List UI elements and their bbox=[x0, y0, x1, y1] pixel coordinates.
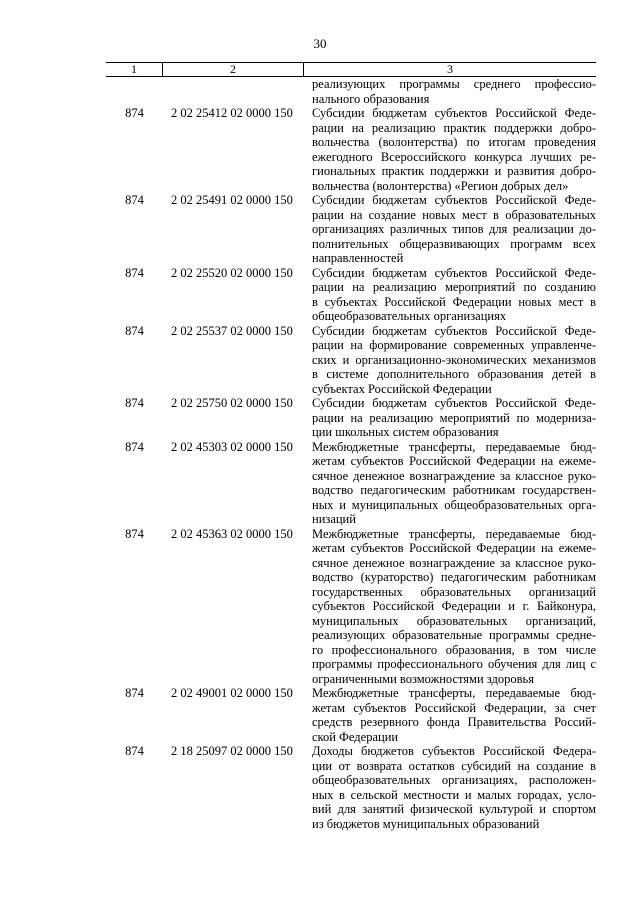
description-line: жетам субъектов Российской Федерации, за счет bbox=[312, 700, 596, 715]
description-cell bbox=[304, 106, 596, 193]
description-line: муниципальных образовательных организаций, bbox=[312, 613, 596, 628]
table-row bbox=[106, 77, 596, 106]
description-line: полнительных общеразвивающих программ всех bbox=[312, 236, 596, 251]
description-line: Субсидии бюджетам субъектов Российской Феде- bbox=[312, 193, 596, 207]
table-row bbox=[106, 440, 596, 527]
table-row bbox=[106, 106, 596, 193]
table-header bbox=[106, 62, 596, 77]
description-line: общеобразовательных организациях bbox=[312, 309, 507, 323]
description-line: ских и организационно-экономических механизмов bbox=[312, 352, 596, 367]
header-col-3: 3 bbox=[447, 62, 453, 76]
description-cell bbox=[304, 686, 596, 744]
admin-code-cell: 874 bbox=[125, 439, 144, 454]
description-cell bbox=[304, 77, 596, 106]
admin-code-cell: 874 bbox=[125, 193, 144, 207]
description-line: в субъектах Российской Федерации новых мест в bbox=[312, 294, 596, 309]
table-body bbox=[106, 77, 596, 831]
description-line: Доходы бюджетов субъектов Российской Федера- bbox=[312, 744, 596, 758]
description-line: жетам субъектов Российской Федерации на ежеме- bbox=[312, 454, 596, 468]
table-row bbox=[106, 527, 596, 687]
description-line: низаций bbox=[312, 512, 356, 526]
description-cell bbox=[304, 396, 596, 440]
description-line: вольчества (волонтерства) «Регион добрых дел» bbox=[312, 178, 569, 193]
description-line: рации на создание новых мест в образовательных bbox=[312, 207, 596, 222]
description-line: ции школьных систем образования bbox=[312, 425, 499, 439]
budget-code-cell: 2 02 25537 02 0000 150 bbox=[171, 323, 293, 338]
budget-code-cell: 2 02 25412 02 0000 150 bbox=[171, 106, 293, 120]
description-line: ных и муниципальных общеобразовательных орга- bbox=[312, 497, 596, 512]
description-line: субъектах Российской Федерации bbox=[312, 381, 492, 396]
budget-code-cell: 2 02 25520 02 0000 150 bbox=[171, 265, 293, 280]
budget-code-cell: 2 02 45363 02 0000 150 bbox=[171, 526, 293, 541]
table-row bbox=[106, 396, 596, 440]
description-cell bbox=[304, 527, 596, 687]
description-line: рации на формирование современных управленче- bbox=[312, 338, 596, 352]
description-line: в системе дополнительного образования детей в bbox=[312, 367, 596, 381]
table-row bbox=[106, 266, 596, 324]
description-line: направленностей bbox=[312, 251, 404, 265]
description-line: общеобразовательных организациях, расположен- bbox=[312, 773, 596, 787]
description-line: ежегодного Всероссийского конкурса лучших ре- bbox=[312, 149, 596, 164]
description-cell bbox=[304, 744, 596, 831]
admin-code-cell: 874 bbox=[125, 396, 144, 410]
description-line: Субсидии бюджетам субъектов Российской Феде- bbox=[312, 265, 596, 280]
description-line: водство (кураторство) педагогическим работникам bbox=[312, 570, 596, 584]
description-line: рации на реализацию практик поддержки добро- bbox=[312, 120, 596, 135]
description-line: рации на реализацию мероприятий по модерниза- bbox=[312, 410, 596, 425]
table-row bbox=[106, 744, 596, 831]
description-line: водство педагогическим работникам государствен- bbox=[312, 483, 596, 497]
description-line: программы профессионального обучения для лиц с bbox=[312, 657, 596, 671]
table-row bbox=[106, 324, 596, 397]
description-cell bbox=[304, 324, 596, 397]
description-line: сячное денежное вознаграждение за классное руко- bbox=[312, 468, 596, 483]
budget-code-cell: 2 02 49001 02 0000 150 bbox=[171, 686, 293, 700]
description-line: вольчества (волонтерства) по итогам проведения bbox=[312, 135, 596, 149]
description-line: реализующих программы среднего профессио- bbox=[312, 77, 596, 91]
budget-code-cell: 2 02 25750 02 0000 150 bbox=[171, 396, 293, 410]
description-line: реализующих образовательные программы средне- bbox=[312, 628, 596, 642]
description-line: государственных образовательных организаций bbox=[312, 584, 596, 599]
description-line: Межбюджетные трансферты, передаваемые бюд- bbox=[312, 439, 596, 454]
description-line: из бюджетов муниципальных образований bbox=[312, 816, 540, 831]
table-row bbox=[106, 193, 596, 266]
description-line: ции от возврата остатков субсидий на создание в bbox=[312, 758, 596, 773]
admin-code-cell: 874 bbox=[125, 526, 144, 541]
description-line: Субсидии бюджетам субъектов Российской Феде- bbox=[312, 396, 596, 410]
description-line: Межбюджетные трансферты, передаваемые бюд- bbox=[312, 526, 596, 541]
description-cell bbox=[304, 440, 596, 527]
description-line: вий для занятий физической культурой и спортом bbox=[312, 802, 596, 816]
description-line: гиональных практик поддержки и развития добро- bbox=[312, 164, 596, 178]
budget-code-cell bbox=[163, 77, 304, 106]
description-cell bbox=[304, 266, 596, 324]
description-line: организациях различных типов для реализации до- bbox=[312, 222, 596, 236]
admin-code-cell: 874 bbox=[125, 744, 144, 758]
budget-code-cell: 2 18 25097 02 0000 150 bbox=[171, 744, 293, 758]
description-line: нального образования bbox=[312, 91, 430, 106]
table-row bbox=[106, 686, 596, 744]
budget-code-cell: 2 02 45303 02 0000 150 bbox=[171, 439, 293, 454]
page-number: 30 bbox=[313, 36, 327, 51]
header-col-1: 1 bbox=[131, 62, 137, 76]
description-line: Межбюджетные трансферты, передаваемые бюд- bbox=[312, 686, 596, 700]
admin-code-cell bbox=[106, 77, 163, 106]
description-line: жетам субъектов Российской Федерации на ежеме- bbox=[312, 541, 596, 555]
description-line: ных в сельской местности и малых городах, усло- bbox=[312, 787, 596, 802]
description-line: субъектов Российской Федерации и г. Байконура, bbox=[312, 599, 596, 613]
description-line: средств резервного фонда Правительства Россий- bbox=[312, 715, 596, 729]
description-line: го профессионального образования, в том числе bbox=[312, 642, 596, 657]
admin-code-cell: 874 bbox=[125, 106, 144, 120]
admin-code-cell: 874 bbox=[125, 265, 144, 280]
header-col-2: 2 bbox=[162, 63, 304, 76]
description-line: сячное денежное вознаграждение за классное руко- bbox=[312, 555, 596, 570]
admin-code-cell: 874 bbox=[125, 686, 144, 700]
budget-code-cell: 2 02 25491 02 0000 150 bbox=[171, 193, 293, 207]
description-cell bbox=[304, 193, 596, 266]
description-line: ской Федерации bbox=[312, 729, 399, 744]
description-line: Субсидии бюджетам субъектов Российской Феде- bbox=[312, 323, 596, 338]
description-line: рации на реализацию мероприятий по созданию bbox=[312, 280, 596, 294]
description-line: Субсидии бюджетам субъектов Российской Феде- bbox=[312, 106, 596, 120]
admin-code-cell: 874 bbox=[125, 323, 144, 338]
description-line: ограниченными возможностями здоровья bbox=[312, 671, 534, 686]
